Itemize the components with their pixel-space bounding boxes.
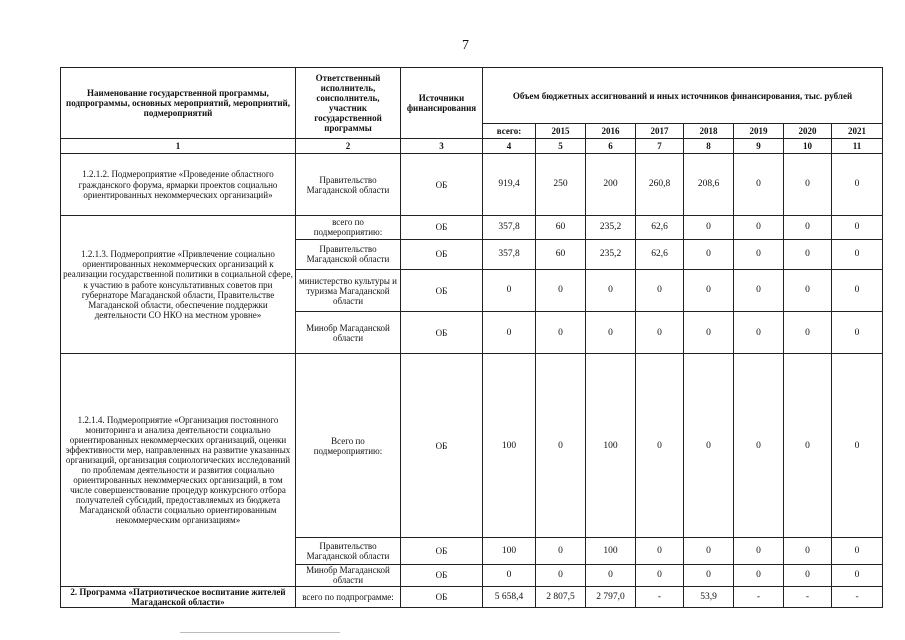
value-cell: 0 bbox=[734, 538, 784, 564]
measure-name-cell: 1.2.1.3. Подмероприятие «Привлечение социально ориентированных некоммерческих организаций к реализации государственной политики в социальной сфере, к участию в работе консультативных советов при губернаторе Магаданской области, Правительстве Магаданской области, обеспечение поддержки деятельности СО НКО на местном уровне» bbox=[61, 215, 296, 354]
value-cell: 0 bbox=[636, 312, 684, 354]
value-cell: 60 bbox=[536, 239, 586, 269]
column-number-cell: 4 bbox=[483, 139, 536, 154]
value-cell: 2 797,0 bbox=[586, 586, 636, 607]
column-number-cell: 9 bbox=[734, 139, 784, 154]
value-cell: 0 bbox=[784, 312, 832, 354]
value-cell: 0 bbox=[684, 239, 734, 269]
header-year-cell: 2020 bbox=[784, 124, 832, 139]
value-cell: 357,8 bbox=[483, 239, 536, 269]
value-cell: 250 bbox=[536, 154, 586, 215]
responsible-cell: Минобр Магаданской области bbox=[296, 312, 401, 354]
value-cell: - bbox=[734, 586, 784, 607]
value-cell: 100 bbox=[586, 538, 636, 564]
header-year-cell: 2018 bbox=[684, 124, 734, 139]
value-cell: 0 bbox=[536, 270, 586, 312]
value-cell: 100 bbox=[483, 538, 536, 564]
responsible-cell: всего по подпрограмме: bbox=[296, 586, 401, 607]
value-cell: 0 bbox=[734, 354, 784, 538]
measure-name-cell: 1.2.1.2. Подмероприятие «Проведение областного гражданского форума, ярмарки проектов социально ориентированных некоммерческих организаций» bbox=[61, 154, 296, 215]
source-cell: ОБ bbox=[401, 154, 483, 215]
responsible-cell: министерство культуры и туризма Магаданской области bbox=[296, 270, 401, 312]
value-cell: 0 bbox=[684, 354, 734, 538]
value-cell: 0 bbox=[832, 215, 883, 239]
responsible-cell: Всего по подмероприятию: bbox=[296, 354, 401, 538]
value-cell: 62,6 bbox=[636, 215, 684, 239]
header-year-cell: 2019 bbox=[734, 124, 784, 139]
value-cell: 0 bbox=[684, 270, 734, 312]
value-cell: 0 bbox=[636, 564, 684, 586]
value-cell: 357,8 bbox=[483, 215, 536, 239]
value-cell: 235,2 bbox=[586, 215, 636, 239]
value-cell: 235,2 bbox=[586, 239, 636, 269]
responsible-cell: всего по подмероприятию: bbox=[296, 215, 401, 239]
column-number-cell: 5 bbox=[536, 139, 586, 154]
value-cell: 0 bbox=[636, 538, 684, 564]
value-cell: 260,8 bbox=[636, 154, 684, 215]
source-cell: ОБ bbox=[401, 270, 483, 312]
column-number-cell: 6 bbox=[586, 139, 636, 154]
value-cell: 0 bbox=[784, 564, 832, 586]
value-cell: 0 bbox=[784, 154, 832, 215]
value-cell: 5 658,4 bbox=[483, 586, 536, 607]
responsible-cell: Правительство Магаданской области bbox=[296, 154, 401, 215]
value-cell: 0 bbox=[784, 354, 832, 538]
value-cell: 2 807,5 bbox=[536, 586, 586, 607]
source-cell: ОБ bbox=[401, 215, 483, 239]
value-cell: 0 bbox=[684, 312, 734, 354]
header-year-cell: 2021 bbox=[832, 124, 883, 139]
column-number-cell: 8 bbox=[684, 139, 734, 154]
value-cell: - bbox=[784, 586, 832, 607]
source-cell: ОБ bbox=[401, 586, 483, 607]
value-cell: 60 bbox=[536, 215, 586, 239]
header-year-cell: всего: bbox=[483, 124, 536, 139]
responsible-cell: Правительство Магаданской области bbox=[296, 538, 401, 564]
value-cell: 0 bbox=[586, 312, 636, 354]
value-cell: 0 bbox=[586, 270, 636, 312]
column-number-cell: 2 bbox=[296, 139, 401, 154]
responsible-cell: Минобр Магаданской области bbox=[296, 564, 401, 586]
value-cell: 0 bbox=[784, 215, 832, 239]
table-row bbox=[61, 215, 883, 239]
value-cell: 0 bbox=[483, 564, 536, 586]
value-cell: 0 bbox=[832, 239, 883, 269]
value-cell: - bbox=[832, 586, 883, 607]
source-cell: ОБ bbox=[401, 312, 483, 354]
source-cell: ОБ bbox=[401, 239, 483, 269]
value-cell: 0 bbox=[586, 564, 636, 586]
value-cell: 0 bbox=[636, 270, 684, 312]
measure-name-cell: 2. Программа «Патриотическое воспитание жителей Магаданской области» bbox=[61, 586, 296, 607]
scan-artifact-line bbox=[180, 632, 340, 633]
value-cell: 0 bbox=[734, 564, 784, 586]
header-volume-col: Объем бюджетных ассигнований и иных источников финансирования, тыс. рублей bbox=[483, 68, 883, 124]
value-cell: 0 bbox=[734, 215, 784, 239]
value-cell: 53,9 bbox=[684, 586, 734, 607]
table-row bbox=[61, 354, 883, 538]
value-cell: 100 bbox=[483, 354, 536, 538]
value-cell: 0 bbox=[832, 354, 883, 538]
value-cell: 0 bbox=[536, 354, 586, 538]
header-year-cell: 2015 bbox=[536, 124, 586, 139]
value-cell: 0 bbox=[536, 538, 586, 564]
value-cell: 0 bbox=[536, 312, 586, 354]
value-cell: 0 bbox=[684, 215, 734, 239]
value-cell: 0 bbox=[684, 564, 734, 586]
value-cell: 0 bbox=[832, 312, 883, 354]
value-cell: 0 bbox=[684, 538, 734, 564]
value-cell: 0 bbox=[636, 354, 684, 538]
value-cell: 62,6 bbox=[636, 239, 684, 269]
value-cell: 0 bbox=[536, 564, 586, 586]
page-number: 7 bbox=[462, 38, 469, 53]
value-cell: 0 bbox=[832, 564, 883, 586]
value-cell: 0 bbox=[483, 312, 536, 354]
header-year-cell: 2016 bbox=[586, 124, 636, 139]
value-cell: 208,6 bbox=[684, 154, 734, 215]
header-year-cell: 2017 bbox=[636, 124, 684, 139]
value-cell: 0 bbox=[734, 312, 784, 354]
value-cell: 0 bbox=[734, 239, 784, 269]
value-cell: 0 bbox=[832, 270, 883, 312]
value-cell: 0 bbox=[734, 270, 784, 312]
value-cell: 0 bbox=[784, 270, 832, 312]
value-cell: - bbox=[636, 586, 684, 607]
value-cell: 0 bbox=[832, 538, 883, 564]
value-cell: 0 bbox=[483, 270, 536, 312]
value-cell: 200 bbox=[586, 154, 636, 215]
header-name-col: Наименование государственной программы, подпрограммы, основных мероприятий, мероприятий, подмероприятий bbox=[61, 68, 296, 139]
column-number-cell: 3 bbox=[401, 139, 483, 154]
value-cell: 0 bbox=[784, 538, 832, 564]
budget-table bbox=[60, 67, 883, 608]
responsible-cell: Правительство Магаданской области bbox=[296, 239, 401, 269]
value-cell: 0 bbox=[784, 239, 832, 269]
column-number-cell: 7 bbox=[636, 139, 684, 154]
column-number-cell: 11 bbox=[832, 139, 883, 154]
measure-name-cell: 1.2.1.4. Подмероприятие «Организация постоянного мониторинга и анализа деятельности социально ориентированных некоммерческих организаций, оценки эффективности мер, направленных на развитие указанных организаций, организация социологических исследований по проблемам деятельности и развития социально ориентированных некоммерческих организаций, в том числе совершенствование процедур конкурсного отбора получателей субсидий, предоставляемых из бюджета Магаданской области социально ориентированным некоммерческим организациям» bbox=[61, 354, 296, 586]
table-row bbox=[61, 586, 883, 607]
source-cell: ОБ bbox=[401, 354, 483, 538]
source-cell: ОБ bbox=[401, 538, 483, 564]
source-cell: ОБ bbox=[401, 564, 483, 586]
value-cell: 0 bbox=[832, 154, 883, 215]
value-cell: 919,4 bbox=[483, 154, 536, 215]
value-cell: 0 bbox=[734, 154, 784, 215]
header-source-col: Источники финансирования bbox=[401, 68, 483, 139]
header-responsible-col: Ответственный исполнитель, соисполнитель, участник государственной программы bbox=[296, 68, 401, 139]
column-number-cell: 10 bbox=[784, 139, 832, 154]
value-cell: 100 bbox=[586, 354, 636, 538]
table-row bbox=[61, 154, 883, 215]
column-number-cell: 1 bbox=[61, 139, 296, 154]
